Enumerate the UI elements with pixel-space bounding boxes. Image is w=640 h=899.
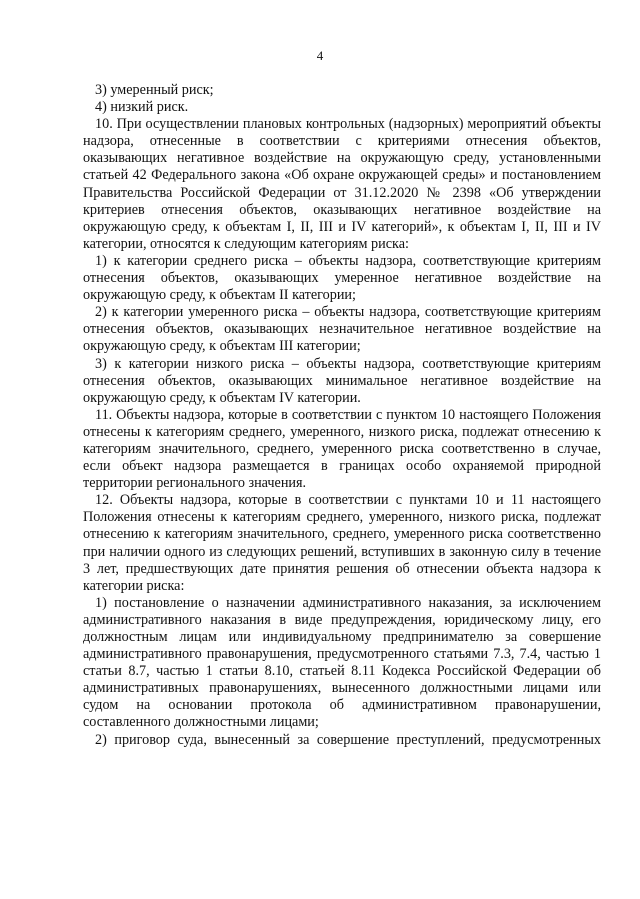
paragraph-10: 10. При осуществлении плановых контрольных (надзорных) мероприятий объекты надзора, отнесенные в соответствии с критериями отнесения объектов, оказывающих негативное воздействие на окружающую среду, установленными статьей 42 Федерального закона «Об охране окружающей среды» и постановлением Правительства Российской Федерации от 31.12.2020 № 2398 «Об утверждении критериев отнесения объектов, оказывающих негативное воздействие на окружающую среду, к объектам I, II, III и IV категорий», к объектам I, II, III и IV категории, относятся к следующим категориям риска:: [83, 116, 601, 252]
paragraph-12-item-1: 1) постановление о назначении административного наказания, за исключением административного наказания в виде предупреждения, юридическому лицу, его должностным лицам или индивидуальному предпринимателю за совершение административного правонарушения, предусмотренного статьями 7.3, 7.4, частью 1 статьи 8.7, частью 1 статьи 8.10, статьей 8.11 Кодекса Российской Федерации об административных правонарушениях, вынесенного должностными лицами или судом на основании протокола об административном правонарушении, составленного должностными лицами;: [83, 594, 601, 731]
paragraph-12-item-2: 2) приговор суда, вынесенный за совершение преступлений, предусмотренных: [95, 731, 601, 748]
page-number: 4: [316, 48, 324, 63]
list-item-moderate-risk: 3) умеренный риск;: [95, 82, 214, 98]
paragraph-10-item-1: 1) к категории среднего риска – объекты надзора, соответствующие критериям отнесения объектов, оказывающих умеренное негативное воздействие на окружающую среду, к объектам II категории;: [83, 252, 601, 304]
paragraph-10-item-2: 2) к категории умеренного риска – объекты надзора, соответствующие критериям отнесения объектов, оказывающих незначительное негативное воздействие на окружающую среду, к объектам III категории;: [83, 304, 601, 355]
paragraph-11: 11. Объекты надзора, которые в соответствии с пунктом 10 настоящего Положения отнесены к категориям среднего, умеренного, низкого риска, подлежат отнесению к категориям значительного, среднего, умеренного риска соответственно в случае, если объект надзора размещается в границах особо охраняемой природной территории регионального значения.: [83, 406, 601, 492]
document-body: [83, 82, 601, 749]
paragraph-10-item-3: 3) к категории низкого риска – объекты надзора, соответствующие критериям отнесения объектов, оказывающих минимальное негативное воздействие на окружающую среду, к объектам IV категории.: [83, 355, 601, 406]
paragraph-12: 12. Объекты надзора, которые в соответствии с пунктами 10 и 11 настоящего Положения отнесены к категориям среднего, умеренного, низкого риска, подлежат отнесению к категориям значительного, среднего, умеренного риска соответственно при наличии одного из следующих решений, вступивших в законную силу в течение 3 лет, предшествующих дате принятия решения об отнесении объекта надзора к категории риска:: [83, 492, 601, 594]
list-item-low-risk: 4) низкий риск.: [95, 99, 189, 116]
